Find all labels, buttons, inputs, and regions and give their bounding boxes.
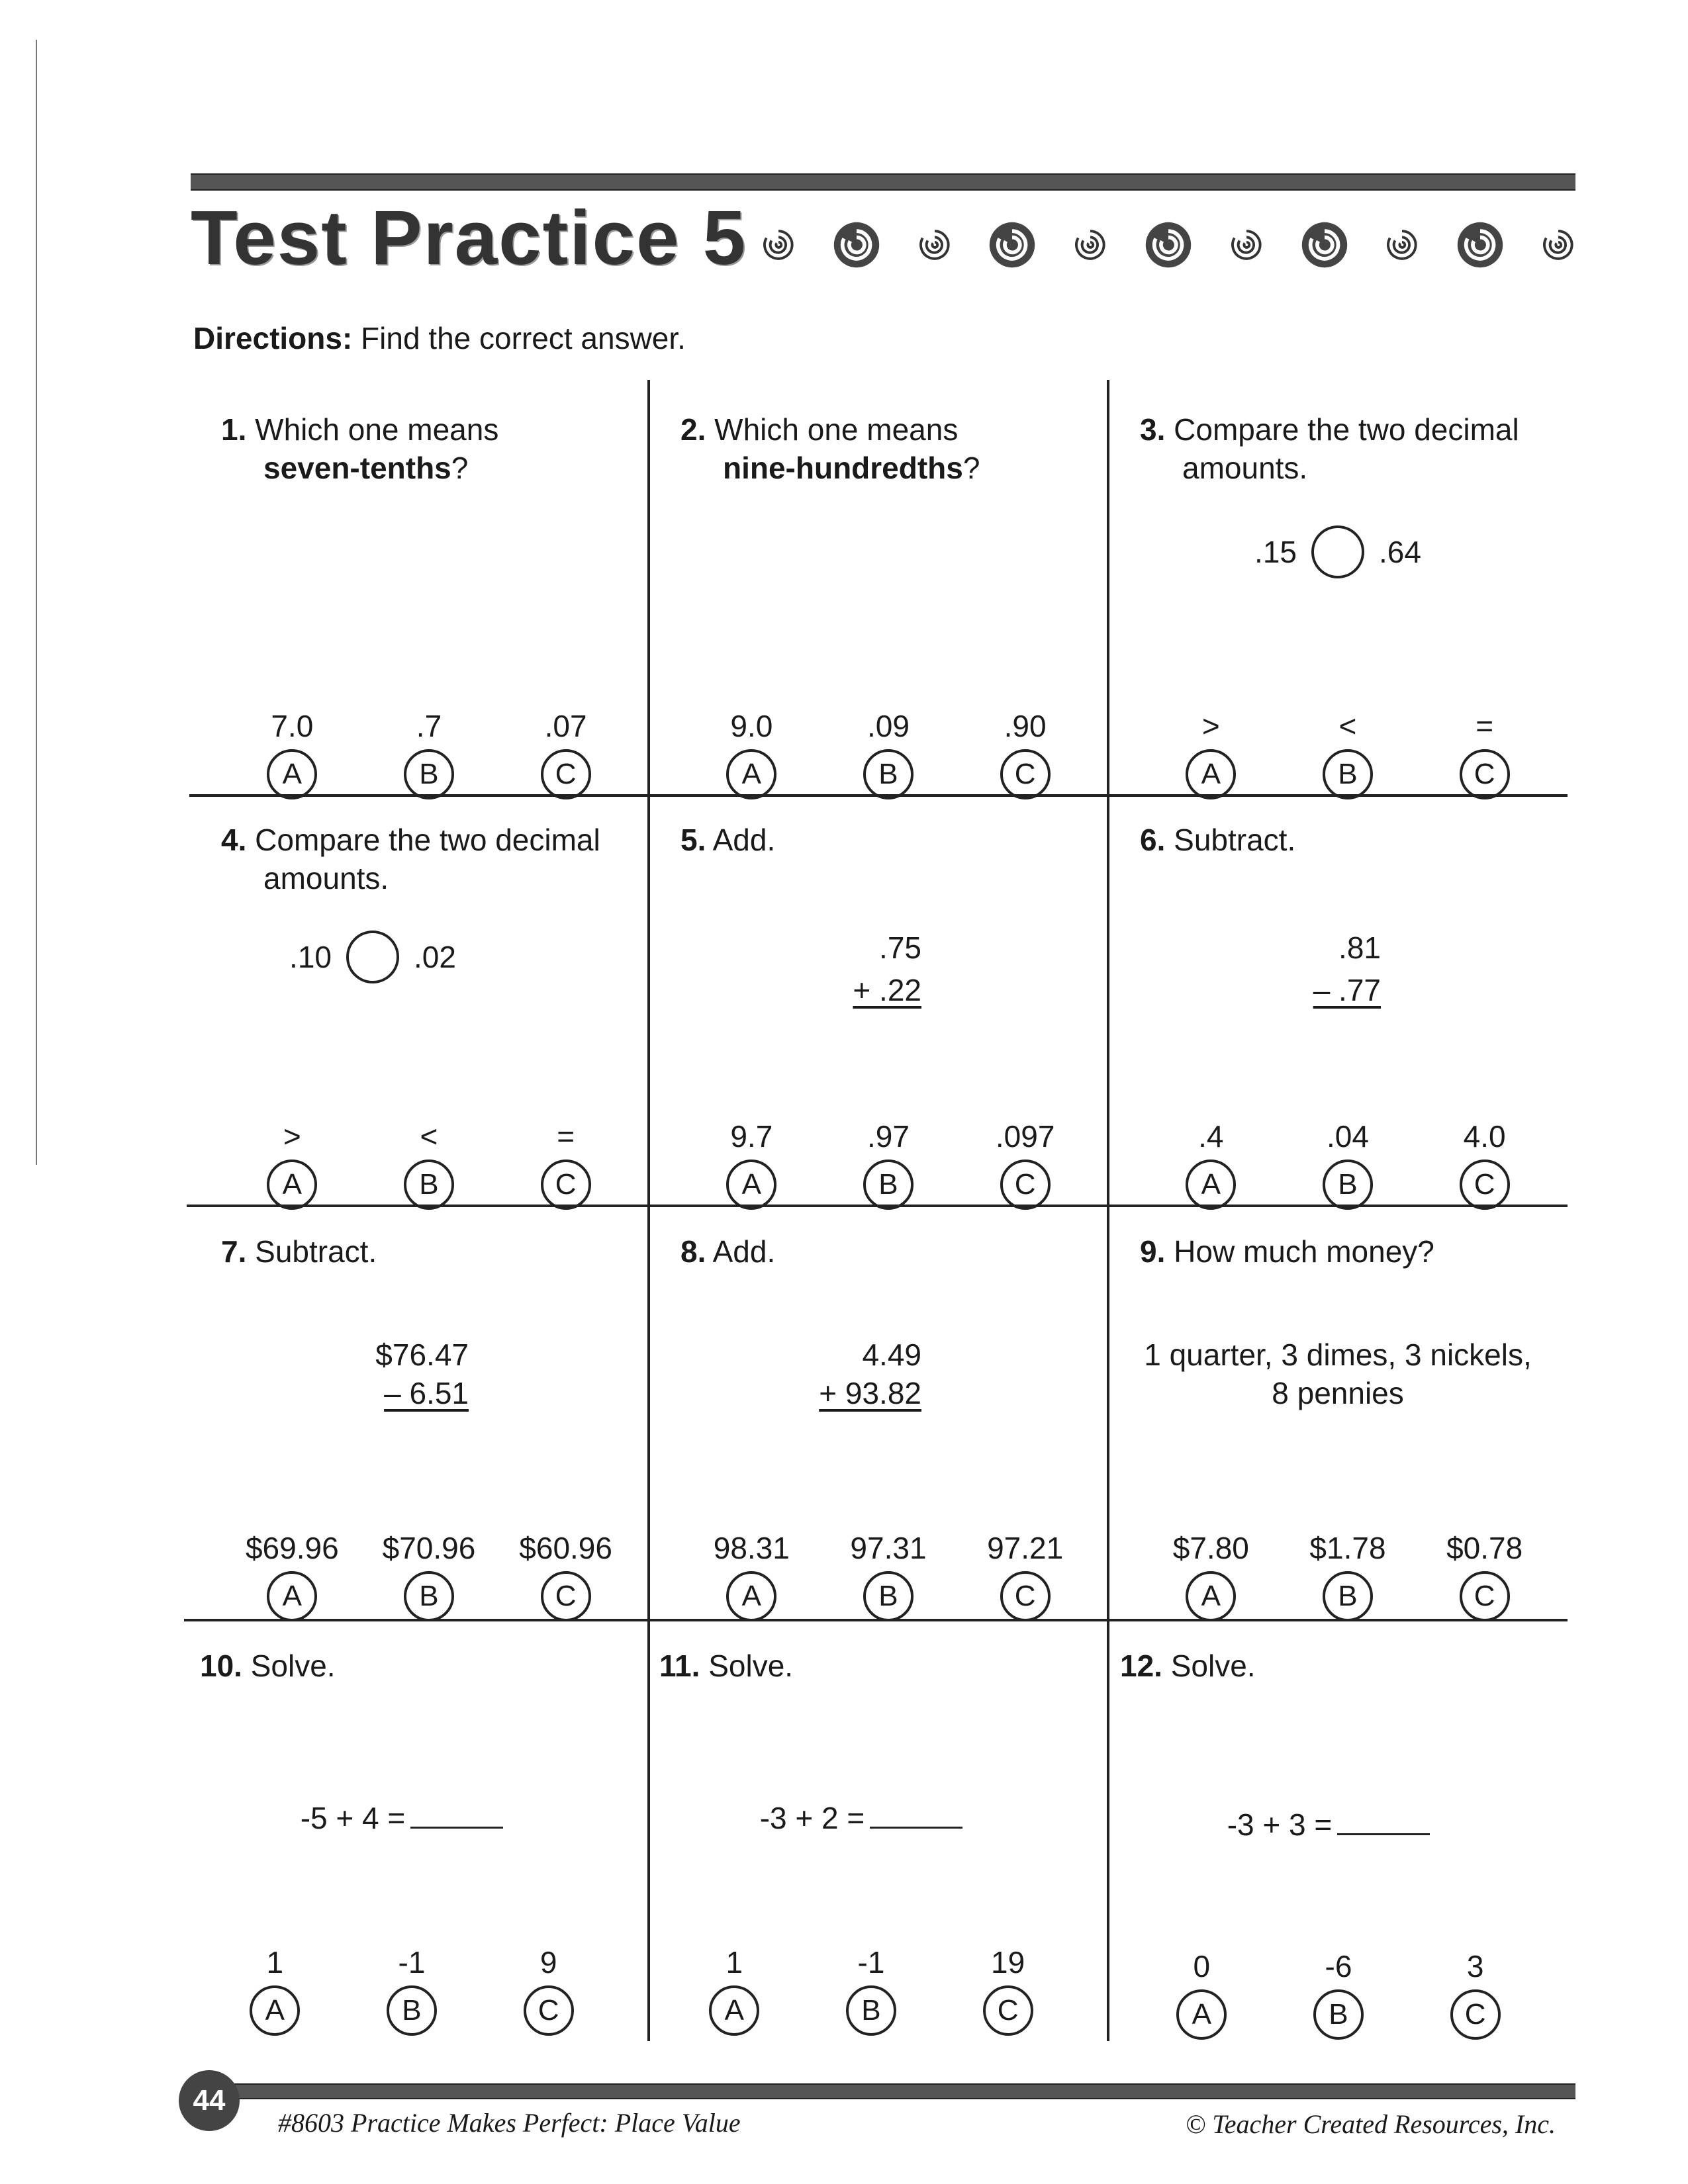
answer-value: < [420, 1119, 438, 1154]
question-text: Solve. [1170, 1649, 1256, 1683]
question-number: 1. [221, 412, 247, 447]
answer-value: 1 [726, 1945, 743, 1979]
compare-circle[interactable] [346, 931, 399, 983]
compare-right: .64 [1379, 535, 1421, 569]
question-text: How much money? [1174, 1234, 1434, 1269]
equation-text: -5 + 4 = [300, 1801, 406, 1835]
answer-bubble-c[interactable]: C [1000, 749, 1051, 799]
question-keyword: seven-tenths [263, 451, 451, 485]
answer-bubble-b[interactable]: B [1313, 1989, 1364, 2040]
swirl-icon [1229, 228, 1264, 262]
question-11 [646, 1620, 1103, 2030]
equation [173, 1800, 630, 1836]
subtraction-problem [336, 1336, 469, 1412]
question-10 [187, 1620, 643, 2030]
answer-value: 7.0 [271, 709, 314, 743]
answer-value: > [1201, 709, 1220, 743]
question-number: 5. [680, 823, 706, 857]
answer-value: 19 [991, 1945, 1025, 1979]
answer-choices [207, 1944, 617, 2036]
answer-bubble-a[interactable]: A [267, 749, 317, 799]
answer-value: < [1338, 709, 1357, 743]
question-7 [191, 1206, 647, 1616]
question-number: 2. [680, 412, 706, 447]
answer-value: $0.78 [1446, 1531, 1523, 1565]
question-text: Solve. [708, 1649, 794, 1683]
answer-bubble-c[interactable]: C [541, 1160, 591, 1210]
answer-bubble-b[interactable]: B [863, 1571, 914, 1621]
answer-value: > [283, 1119, 301, 1154]
swirl-icon [1385, 228, 1419, 262]
directions-text: Find the correct answer. [361, 321, 686, 355]
answer-bubble-c[interactable]: C [983, 1985, 1033, 2036]
question-text: Add. [712, 823, 776, 857]
footer-bar [191, 2083, 1575, 2099]
answer-bubble-a[interactable]: A [267, 1571, 317, 1621]
header-bar [191, 173, 1575, 191]
answer-value: 9.0 [730, 709, 773, 743]
answer-bubble-a[interactable]: A [709, 1985, 759, 2036]
problem-bottom: + .22 [853, 973, 921, 1007]
answer-bubble-a[interactable]: A [1186, 1160, 1236, 1210]
question-mark: ? [451, 451, 469, 485]
question-text-cont: amounts. [1182, 451, 1308, 485]
answer-bubble-c[interactable]: C [541, 1571, 591, 1621]
answer-bubble-c[interactable]: C [524, 1985, 574, 2036]
answer-bubble-c[interactable]: C [1460, 749, 1510, 799]
swirl-icon [917, 228, 952, 262]
question-number: 3. [1140, 412, 1166, 447]
question-number: 11. [659, 1649, 700, 1683]
question-text: Add. [712, 1234, 776, 1269]
compare-right: .02 [414, 940, 456, 974]
question-text: Compare the two decimal [1174, 412, 1519, 447]
money-problem [1109, 1336, 1566, 1412]
question-3 [1109, 384, 1566, 794]
swirl-border [761, 212, 1575, 278]
answer-bubble-c[interactable]: C [1460, 1571, 1510, 1621]
answer-bubble-b[interactable]: B [1323, 1571, 1373, 1621]
question-number: 7. [221, 1234, 247, 1269]
answer-value: 3 [1466, 1949, 1484, 1983]
question-9 [1109, 1206, 1566, 1616]
compare-left: .15 [1254, 535, 1297, 569]
question-text-cont: amounts. [263, 861, 389, 895]
question-text: Solve. [250, 1649, 336, 1683]
margin-line [36, 40, 37, 1165]
page-title: Test Practice 5 [191, 195, 747, 281]
answer-bubble-c[interactable]: C [541, 749, 591, 799]
answer-bubble-a[interactable]: A [726, 749, 776, 799]
answer-value: 97.21 [987, 1531, 1064, 1565]
directions-label: Directions: [193, 321, 353, 355]
answer-bubble-b[interactable]: B [404, 1160, 454, 1210]
page-number: 44 [179, 2070, 240, 2131]
answer-value: .7 [416, 709, 442, 743]
question-mark: ? [962, 451, 980, 485]
answer-choices [666, 1944, 1076, 2036]
answer-value: .07 [544, 709, 587, 743]
question-number: 9. [1140, 1234, 1166, 1269]
problem-top: 4.49 [862, 1338, 921, 1372]
question-12 [1107, 1620, 1564, 2030]
answer-value: -6 [1325, 1949, 1352, 1983]
swirl-icon [1299, 220, 1350, 270]
answer-value: -1 [857, 1945, 885, 1979]
footer-copyright: © Teacher Created Resources, Inc. [1185, 2109, 1556, 2139]
comparison [1109, 525, 1566, 578]
answer-choices [683, 708, 1094, 799]
answer-bubble-a[interactable]: A [267, 1160, 317, 1210]
question-text: Subtract. [1174, 823, 1296, 857]
answer-blank[interactable] [1337, 1833, 1430, 1835]
answer-value: .90 [1004, 709, 1047, 743]
question-keyword: nine-hundredths [723, 451, 963, 485]
problem-top: .75 [879, 931, 921, 965]
question-number: 12. [1120, 1649, 1162, 1683]
answer-value: 0 [1193, 1949, 1211, 1983]
answer-bubble-c[interactable]: C [1450, 1989, 1501, 2040]
answer-bubble-c[interactable]: C [1000, 1160, 1051, 1210]
equation-text: -3 + 2 = [759, 1801, 865, 1835]
answer-value: 9.7 [730, 1119, 773, 1154]
answer-bubble-b[interactable]: B [863, 1160, 914, 1210]
answer-value: = [1476, 709, 1494, 743]
question-text: Which one means [714, 412, 959, 447]
answer-choices [224, 1118, 634, 1210]
answer-choices [683, 1530, 1094, 1621]
answer-bubble-b[interactable]: B [846, 1985, 896, 2036]
answer-bubble-b[interactable]: B [404, 749, 454, 799]
directions [193, 320, 686, 356]
answer-choices [1133, 1948, 1544, 2040]
equation [1100, 1807, 1557, 1843]
question-1 [191, 384, 647, 794]
question-number: 8. [680, 1234, 706, 1269]
comparison [144, 931, 601, 983]
answer-bubble-a[interactable]: A [1186, 1571, 1236, 1621]
answer-bubble-b[interactable]: B [1323, 1160, 1373, 1210]
answer-choices [1143, 1530, 1553, 1621]
answer-value: .4 [1198, 1119, 1224, 1154]
question-4 [191, 794, 647, 1205]
swirl-icon [1455, 220, 1505, 270]
problem-top: $76.47 [375, 1338, 469, 1372]
question-number: 10. [200, 1649, 242, 1683]
problem-bottom: – 6.51 [384, 1376, 469, 1410]
answer-value: .97 [867, 1119, 910, 1154]
answer-bubble-b[interactable]: B [863, 749, 914, 799]
answer-value: 4.0 [1463, 1119, 1506, 1154]
equation [633, 1800, 1090, 1836]
compare-left: .10 [289, 940, 332, 974]
answer-value: 9 [539, 1945, 557, 1979]
question-number: 4. [221, 823, 247, 857]
answer-choices [1143, 708, 1553, 799]
answer-bubble-a[interactable]: A [250, 1985, 300, 2036]
answer-value: $7.80 [1172, 1531, 1249, 1565]
answer-choices [1143, 1118, 1553, 1210]
problem-top: .81 [1338, 931, 1381, 965]
question-text: Which one means [255, 412, 499, 447]
answer-value: .04 [1327, 1119, 1369, 1154]
question-2 [650, 384, 1107, 794]
answer-bubble-b[interactable]: B [387, 1985, 437, 2036]
answer-value: $1.78 [1309, 1531, 1386, 1565]
compare-circle[interactable] [1311, 525, 1364, 578]
answer-blank[interactable] [410, 1826, 503, 1829]
answer-bubble-a[interactable]: A [1186, 749, 1236, 799]
question-5 [650, 794, 1107, 1205]
answer-bubble-c[interactable]: C [1000, 1571, 1051, 1621]
answer-value: 98.31 [713, 1531, 790, 1565]
money-line-1: 1 quarter, 3 dimes, 3 nickels, [1144, 1338, 1532, 1372]
answer-choices [224, 1530, 634, 1621]
question-8 [650, 1206, 1107, 1616]
answer-value: $60.96 [519, 1531, 612, 1565]
answer-value: -1 [398, 1945, 426, 1979]
answer-choices [224, 708, 634, 799]
subtraction-problem [1268, 927, 1381, 1011]
swirl-icon [1541, 228, 1575, 262]
swirl-icon [987, 220, 1037, 270]
problem-bottom: – .77 [1313, 973, 1381, 1007]
footer-book-title: #8603 Practice Makes Perfect: Place Value [278, 2108, 741, 2138]
answer-bubble-b[interactable]: B [1323, 749, 1373, 799]
question-text: Compare the two decimal [255, 823, 600, 857]
answer-choices [683, 1118, 1094, 1210]
answer-value: $69.96 [245, 1531, 339, 1565]
addition-problem [782, 1336, 921, 1412]
answer-value: = [557, 1119, 575, 1154]
addition-problem [809, 927, 921, 1011]
answer-blank[interactable] [870, 1826, 962, 1829]
answer-value: .097 [995, 1119, 1055, 1154]
question-number: 6. [1140, 823, 1166, 857]
answer-value: $70.96 [382, 1531, 476, 1565]
answer-bubble-a[interactable]: A [726, 1160, 776, 1210]
swirl-icon [761, 228, 796, 262]
answer-value: 97.31 [850, 1531, 927, 1565]
answer-bubble-a[interactable]: A [726, 1571, 776, 1621]
answer-bubble-a[interactable]: A [1176, 1989, 1227, 2040]
swirl-icon [831, 220, 882, 270]
problem-bottom: + 93.82 [819, 1376, 921, 1410]
answer-value: 1 [266, 1945, 284, 1979]
question-text: Subtract. [255, 1234, 377, 1269]
answer-value: .09 [867, 709, 910, 743]
answer-bubble-c[interactable]: C [1460, 1160, 1510, 1210]
money-line-2: 8 pennies [1272, 1376, 1404, 1410]
swirl-icon [1143, 220, 1194, 270]
swirl-icon [1073, 228, 1107, 262]
question-6 [1109, 794, 1566, 1205]
equation-text: -3 + 3 = [1227, 1807, 1333, 1842]
answer-bubble-b[interactable]: B [404, 1571, 454, 1621]
